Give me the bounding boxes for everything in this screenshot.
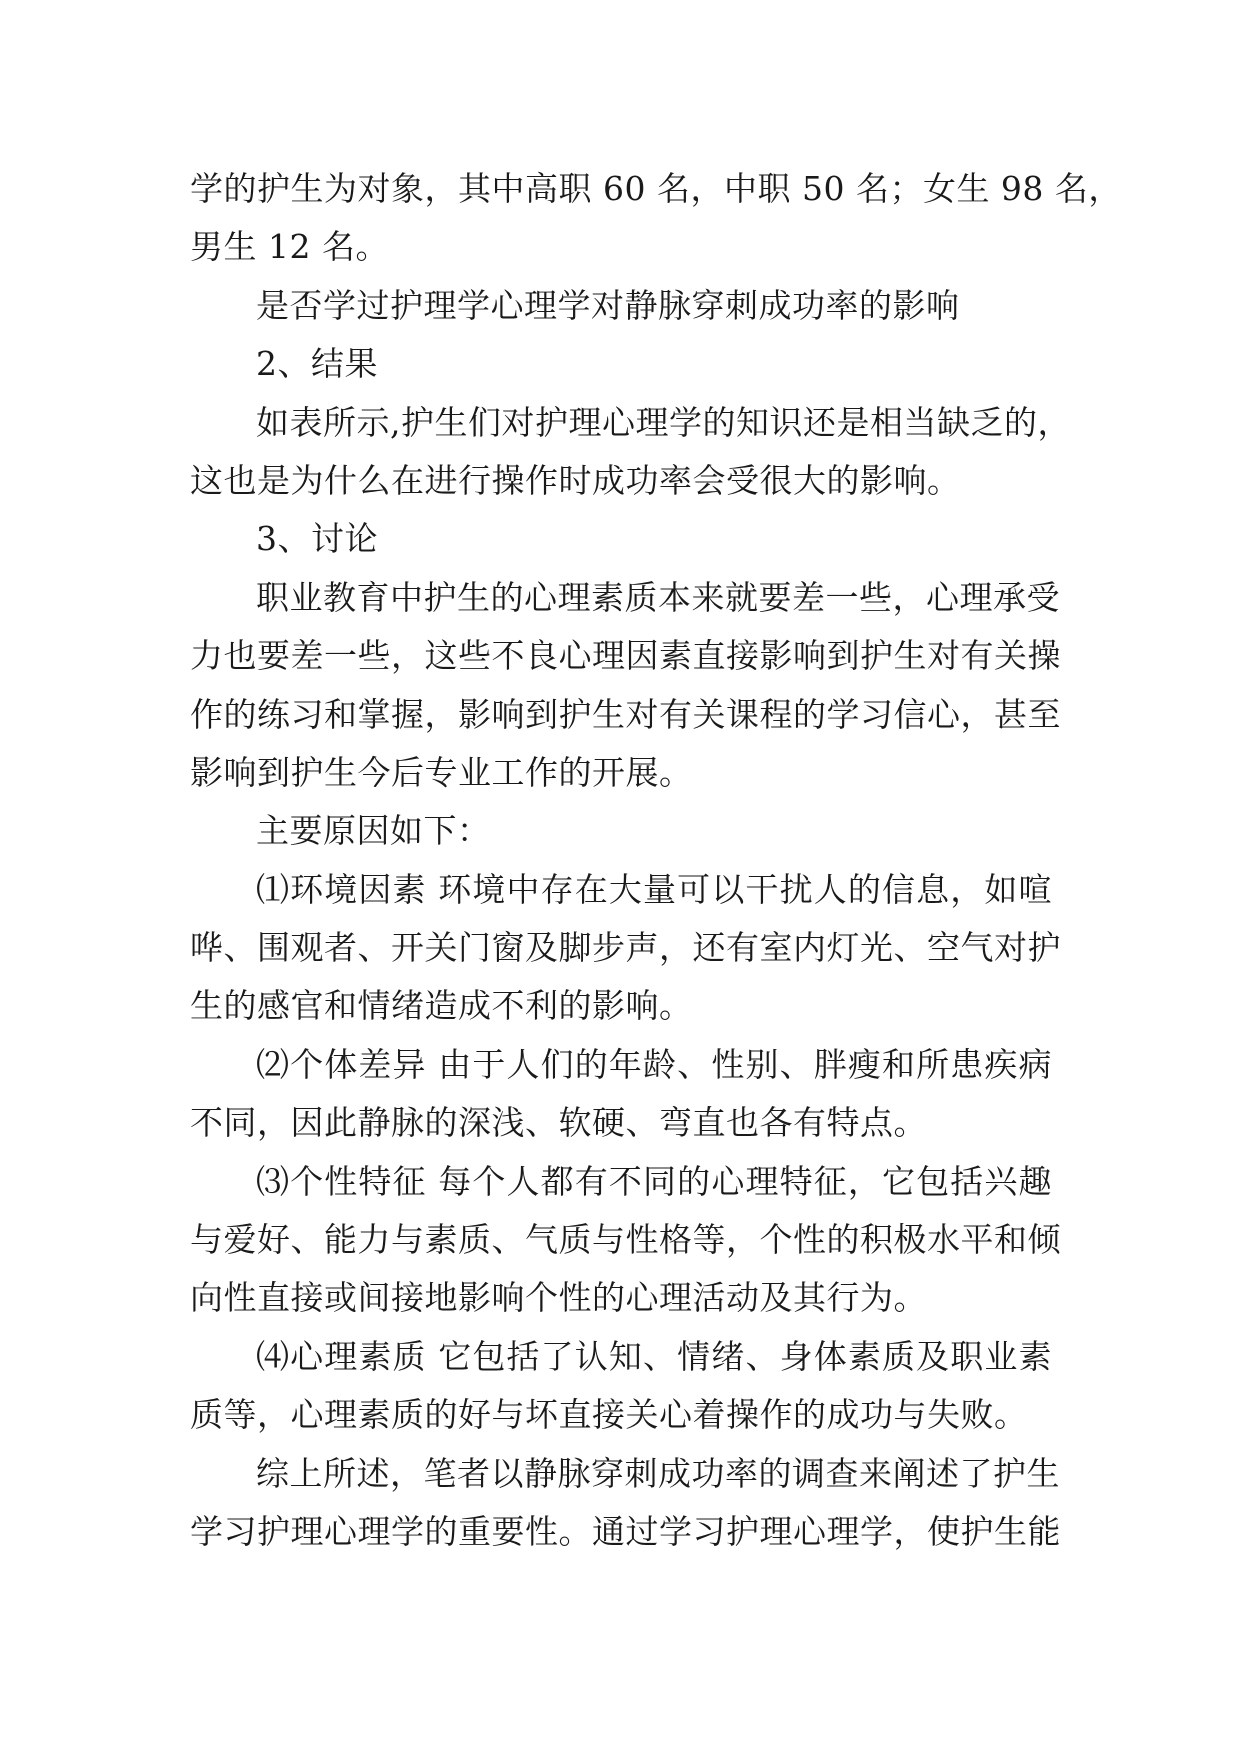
text-line: ⑵个体差异 由于人们的年龄、性别、胖瘦和所患疾病 [256,1044,1052,1084]
text-line: 学习护理心理学的重要性。通过学习护理心理学，使护生能 [190,1511,1061,1551]
text-line: 作的练习和掌握，影响到护生对有关课程的学习信心，甚至 [190,694,1061,734]
text-line: ⑴环境因素 环境中存在大量可以干扰人的信息，如喧 [256,869,1052,909]
text-line: 不同，因此静脉的深浅、软硬、弯直也各有特点。 [190,1103,927,1143]
text-line: 学的护生为对象，其中高职 60 名，中职 50 名；女生 98 名， [190,169,1122,208]
text-line: 生的感官和情绪造成不利的影响。 [190,986,693,1026]
text-line: 职业教育中护生的心理素质本来就要差一些，心理承受 [256,577,1060,617]
text-line: ⑶个性特征 每个人都有不同的心理特征，它包括兴趣 [256,1161,1052,1201]
text-line: 2、结果 [256,344,378,384]
text-line: 向性直接或间接地影响个性的心理活动及其行为。 [190,1278,927,1318]
text-line: 质等，心理素质的好与坏直接关心着操作的成功与失败。 [190,1395,1028,1435]
text-line: ⑷心理素质 它包括了认知、情绪、身体素质及职业素 [256,1336,1052,1376]
text-line: 主要原因如下： [256,811,491,851]
text-line: 3、讨论 [256,519,378,559]
document-page [190,160,1122,1561]
text-line: 综上所述，笔者以静脉穿刺成功率的调查来阐述了护生 [256,1453,1060,1493]
text-line: 这也是为什么在进行操作时成功率会受很大的影响。 [190,460,961,500]
text-line: 影响到护生今后专业工作的开展。 [190,752,693,792]
text-line: 力也要差一些，这些不良心理因素直接影响到护生对有关操 [190,636,1061,676]
text-line: 是否学过护理学心理学对静脉穿刺成功率的影响 [256,285,960,325]
text-line: 男生 12 名。 [190,227,389,267]
text-line: 与爱好、能力与素质、气质与性格等，个性的积极水平和倾 [190,1220,1061,1260]
text-line: 哗、围观者、开关门窗及脚步声，还有室内灯光、空气对护 [190,928,1061,968]
document-body [190,160,1122,1561]
text-line: 如表所示,护生们对护理心理学的知识还是相当缺乏的， [256,402,1071,442]
